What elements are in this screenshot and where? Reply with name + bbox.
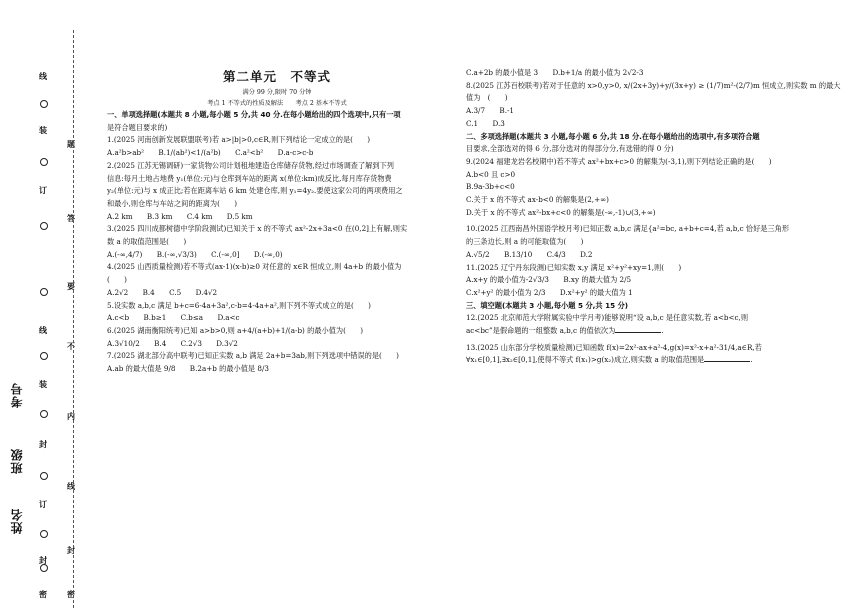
left-column — [107, 67, 447, 376]
text-line: 目要求,全部选对的得 6 分,部分选对的得部分分,有选错的得 0 分) — [466, 144, 674, 154]
binding-gutter — [0, 0, 92, 608]
option-line: C.关于 x 的不等式 ax-b<0 的解集是(2,+∞) — [466, 195, 609, 205]
gutter-circle — [40, 530, 48, 538]
gutter-char: 装 — [39, 379, 47, 389]
question-9: 9.(2024 福建龙岩名校期中)若不等式 ax²+bx+c>0 的解集为(-3,1),则下列结论正确的是( ) — [466, 156, 772, 166]
question-11: 11.(2025 辽宁丹东段测)已知实数 x,y 满足 x²+y²+xy=1,则( ) — [466, 262, 682, 272]
option-line: D.关于 x 的不等式 ax²-bx+c<0 的解集是(-∞,-1)∪(3,+∞) — [466, 207, 656, 217]
gutter-char: 封 — [39, 555, 47, 565]
option-line: B.9a-3b+c<0 — [466, 182, 515, 192]
gutter-char: 线 — [67, 481, 75, 491]
name-label: 姓名 — [10, 508, 24, 534]
options-line: A.2√2 B.4 C.5 D.4√2 — [107, 287, 218, 297]
options-line: A.a²b>ab² B.1/(ab²)<1/(a²b) C.a²<b² D.a-c>c-b — [107, 148, 314, 158]
option-line: A.b<0 且 c>0 — [466, 169, 516, 179]
options-line: A.ab 的最大值是 9/8 B.2a+b 的最小值是 8/3 — [107, 364, 269, 374]
exam-number-label: 考号 — [10, 382, 24, 408]
options-line: A.x+y 的最小值为-2√3/3 B.xy 的最大值为 2/5 — [466, 275, 632, 285]
options-line: C.x²+y² 的最小值为 2/3 D.x²+y² 的最大值为 1 — [466, 287, 633, 297]
text-span: ∀x₁∈[0,1],∃x₂∈[0,1],使得不等式 f(x₁)>g(x₂)成立,则实数 a 的取值范围是 — [466, 355, 705, 365]
gutter-char: 线 — [39, 325, 47, 335]
gutter-char: 封 — [39, 439, 47, 449]
class-label: 班级 — [10, 448, 24, 474]
options-line: C.1 D.3 — [466, 118, 505, 128]
question-13: 13.(2025 山东部分学校质量检测)已知函数 f(x)=2x²-ax+a²-4,g(x)=x²-x+a²-31/4,a∈R,若 — [466, 342, 762, 352]
question-12: 12.(2025 北京师范大学附属实验中学月考)能够说明“设 a,b,c 是任意实数,若 a<b<c,则 — [466, 313, 749, 323]
answer-blank[interactable] — [704, 354, 750, 362]
question-6: 6.(2025 湖南衡阳统考)已知 a>b>0,则 a+4/(a+b)+1/(a-b) 的最小值为( ) — [107, 325, 364, 335]
gutter-circle — [40, 352, 48, 360]
question-3: 3.(2025 四川成都树德中学阶段测试)已知关于 x 的不等式 ax²-2x+3a<0 在(0,2]上有解,则实 — [107, 224, 408, 234]
gutter-char: 装 — [39, 125, 47, 135]
gutter-char: 不 — [67, 341, 75, 351]
text-line: ( ) — [107, 275, 127, 285]
text-line: 和最小,则仓库与车站之间的距离为( ) — [107, 198, 238, 208]
question-10: 10.(2025 江西南昌外国语学校月考)已知正数 a,b,c 满足{a²=bc, a+b+c=4,若 a,b,c 恰好是三角形 — [466, 224, 790, 234]
options-line: A.3/7 B.-1 — [466, 106, 514, 116]
gutter-char: 答 — [67, 213, 75, 223]
question-5: 5.设实数 a,b,c 满足 b+c=6-4a+3a²,c-b=4-4a+a²,则下列不等式成立的是( ) — [107, 300, 371, 310]
gutter-circle — [40, 564, 48, 572]
text-span: ac<bc”是假命题的一组整数 a,b,c 的值依次为 — [466, 326, 616, 336]
gutter-circle — [40, 472, 48, 480]
gutter-char: 订 — [39, 499, 47, 509]
gutter-inner-column — [62, 0, 80, 608]
gutter-char: 要 — [67, 281, 75, 291]
options-line: A.(-∞,4/7) B.(-∞,√3/3) C.(-∞,0] D.(-∞,0) — [107, 249, 283, 259]
score-time-info: 满分 99 分,限时 70 分钟 — [242, 89, 312, 96]
page-title: 第二单元 不等式 — [222, 69, 331, 84]
gutter-char: 线 — [39, 71, 47, 81]
question-8: 8.(2025 江苏百校联考)若对于任意的 x>0,y>0, x/(2x+3y)+y/(3x+y) ≥ (1/7)m²-(2/7)m 恒成立,则实数 m 的最大 — [466, 80, 841, 90]
options-line: A.√5/2 B.13/10 C.4/3 D.2 — [466, 249, 593, 259]
gutter-circle — [40, 288, 48, 296]
gutter-circle — [40, 410, 48, 418]
text-line: 的三条边长,则 a 的可能取值为( ) — [466, 237, 584, 247]
text-line: 数 a 的取值范围是( ) — [107, 237, 187, 247]
gutter-circle — [40, 158, 48, 166]
gutter-circle — [40, 222, 48, 230]
options-line: A.c<b B.b≥1 C.b≤a D.a<c — [107, 313, 240, 323]
text-line: 是符合题目要求的) — [107, 122, 168, 132]
section-heading: 二、多项选择题(本题共 3 小题,每小题 6 分,共 18 分.在每小题给出的选项中,有多项符合题 — [466, 131, 760, 141]
options-line: A.3√10/2 B.4 C.2√3 D.3√2 — [107, 338, 238, 348]
seal-dashed-line — [73, 30, 74, 608]
section-heading: 一、单项选择题(本题共 8 小题,每小题 5 分,共 40 分.在每小题给出的四个选项中,只有一项 — [107, 110, 401, 119]
text-line: ∀x₁∈[0,1],∃x₂∈[0,1],使得不等式 f(x₁)>g(x₂)成立,则实数 a 的取值范围是 . — [466, 355, 753, 365]
text-line: 信息:每月土地占地费 y₁(单位:元)与仓库到车站的距离 x(单位:km)成反比,每月库存货物费 — [107, 173, 392, 183]
options-line: C.a+2b 的最小值是 3 D.b+1/a 的最小值为 2√2-3 — [466, 68, 644, 77]
question-2: 2.(2025 江苏无锡调研)一家货物公司计划租地建造仓库储存货物,经过市场调查了解到下列 — [107, 160, 394, 170]
gutter-char: 密 — [67, 589, 75, 599]
answer-blank[interactable] — [615, 325, 661, 333]
gutter-char: 题 — [67, 139, 75, 149]
gutter-char: 内 — [67, 411, 75, 421]
gutter-char: 密 — [39, 589, 47, 599]
text-line: 值为 ( ) — [466, 93, 508, 103]
text-line: y₂(单位:元)与 x 成正比;若在距离车站 6 km 处建仓库,则 y₁=4y₂.要使这家公司的两项费用之 — [107, 186, 403, 196]
options-line: A.2 km B.3 km C.4 km D.5 km — [107, 211, 253, 221]
question-1: 1.(2025 河南创新发展联盟联考)若 a>|b|>0,c∈R,则下列结论一定成立的是( ) — [107, 135, 371, 145]
gutter-char: 订 — [39, 185, 47, 195]
gutter-circle — [40, 100, 48, 108]
gutter-char: 封 — [67, 545, 75, 555]
question-4: 4.(2025 山西质量检测)若不等式(ax-1)(x-b)≥0 对任意的 x∈R 恒成立,则 4a+b 的最小值为 — [107, 262, 402, 272]
section-heading: 三、填空题(本题共 3 小题,每小题 5 分,共 15 分) — [466, 300, 629, 310]
right-column — [466, 67, 841, 367]
text-line: ac<bc”是假命题的一组整数 a,b,c 的值依次为 . — [466, 326, 664, 336]
question-7: 7.(2025 湖北部分高中联考)已知正实数 a,b 满足 2a+b=3ab,则下列选项中错误的是( ) — [107, 351, 399, 361]
topic-points: 考点 1 不等式的性质及解法 考点 2 基本不等式 — [207, 100, 347, 107]
